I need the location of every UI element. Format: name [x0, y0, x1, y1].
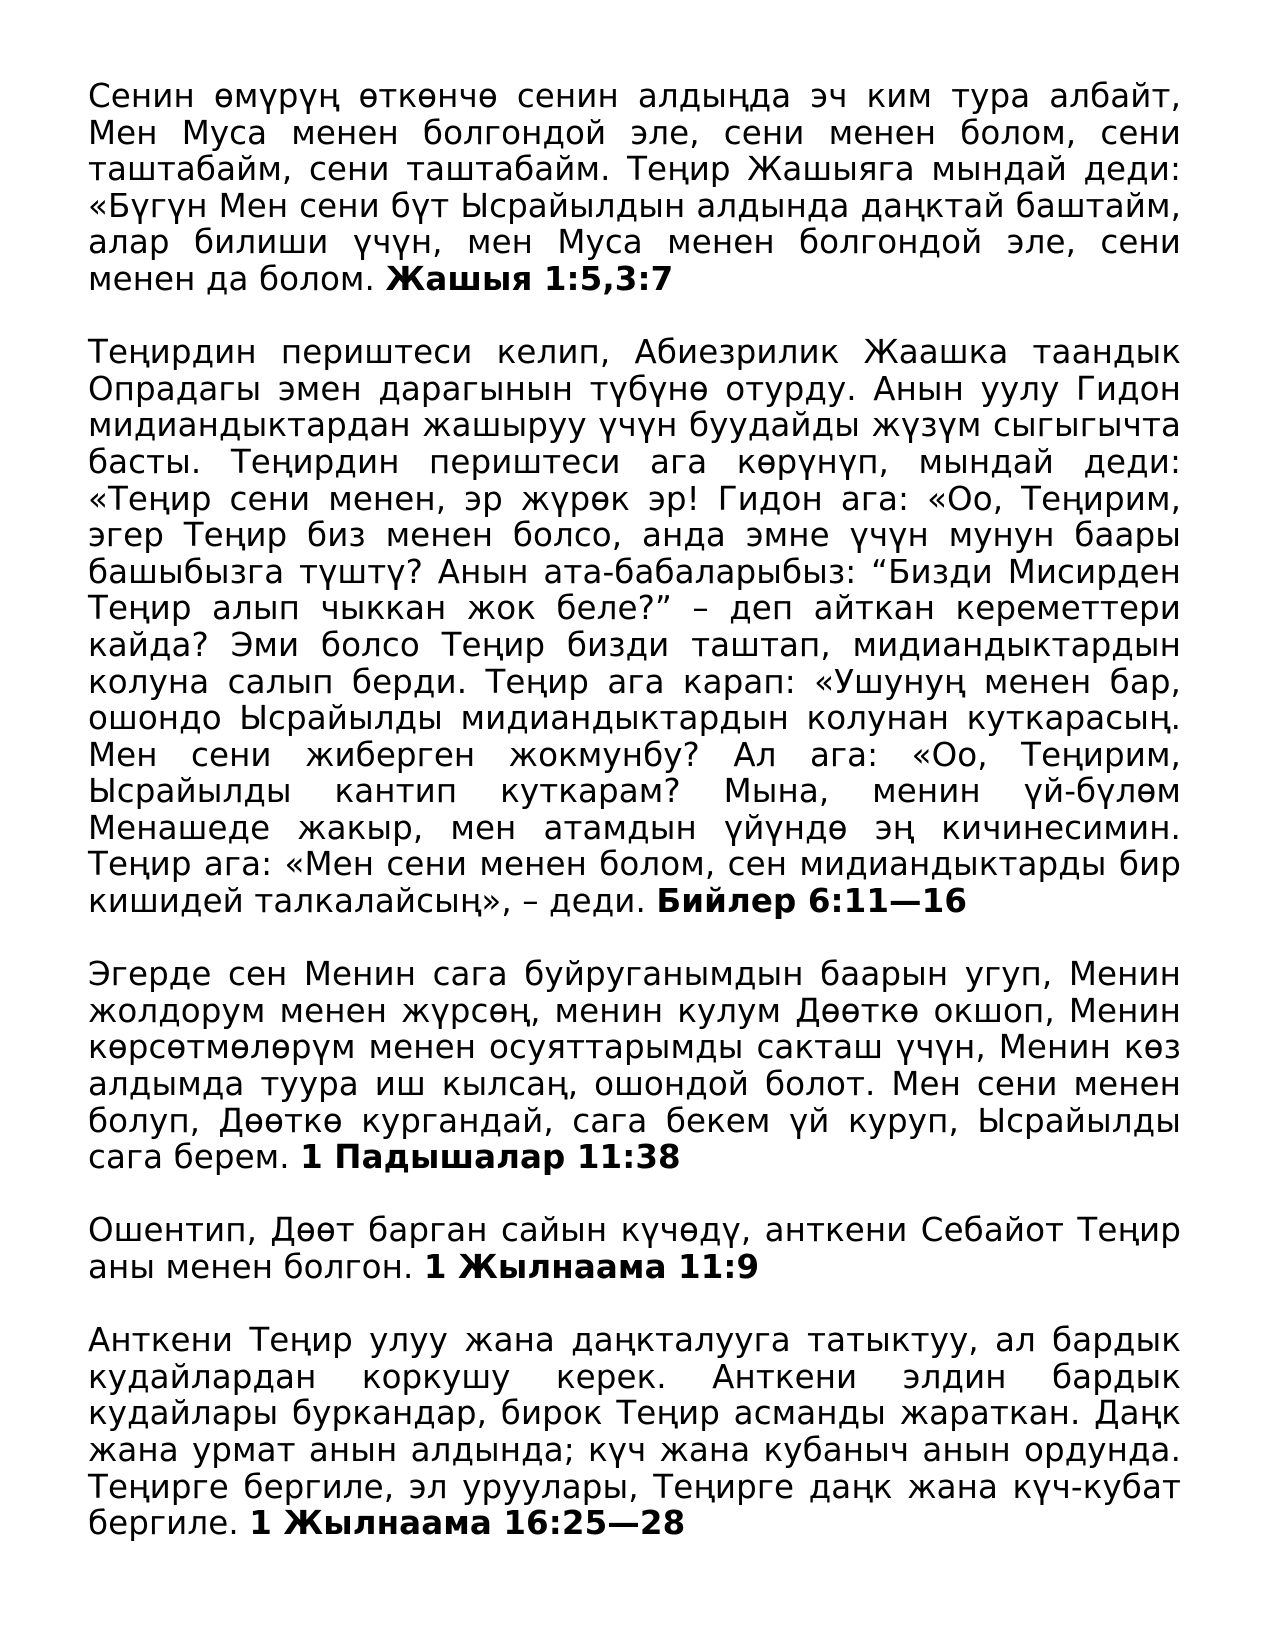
paragraph-text: Анткени Теңир улуу жана даңкталууга татыктуу, ал бардык кудайлардан коркушу керек. Анткени элдин бардык кудайлары буркандар, бирок Теңир асманды жараткан. Даңк жана урмат анын алдында; күч жана кубаныч анын ордунда. Теңирге бергиле, эл уруулары, Теңирге даңк жана күч-кубат бергиле.: [88, 1321, 1181, 1543]
scripture-reference: Жашыя 1:5,3:7: [385, 259, 674, 298]
paragraph-text: Эгерде сен Менин сага буйруганымдын баарын угуп, Менин жолдорум менен жүрсөң, менин кулум Дөөткө окшоп, Менин көрсөтмөлөрүм менен осуяттарымды сакташ үчүн, Менин көз алдымда туура иш кылсаң, ошондой болот. Мен сени менен болуп, Дөөткө кургандай, сага бекем үй куруп, Ысрайылды сага берем.: [88, 955, 1181, 1177]
paragraph-1: [88, 78, 1181, 298]
paragraph-4: [88, 1212, 1181, 1285]
scripture-reference: 1 Жылнаама 16:25—28: [249, 1504, 686, 1543]
paragraph-5: [88, 1322, 1181, 1542]
paragraph-text: Ошентип, Дөөт барган сайын күчөдү, анткени Себайот Теңир аны менен болгон.: [88, 1211, 1181, 1286]
scripture-reference: Бийлер 6:11—16: [656, 882, 968, 921]
paragraph-text: Теңирдин периштеси келип, Абиезрилик Жаашка таандык Опрадагы эмен дарагынын түбүнө отурду. Анын уулу Гидон мидиандыктардан жашыруу үчүн буудайды жүзүм сыгыгычта басты. Теңирдин периштеси ага көрүнүп, мындай деди: «Теңир сени менен, эр жүрөк эр! Гидон ага: «Оо, Теңирим, эгер Теңир биз менен болсо, анда эмне үчүн мунун баары башыбызга түштү? Анын ата-бабаларыбыз: “Бизди Мисирден Теңир алып чыккан жок беле?” – деп айткан кереметтери кайда? Эми болсо Теңир бизди таштап, мидиандыктардын колуна салып берди. Теңир ага карап: «Ушунуң менен бар, ошондо Ысрайылды мидиандыктардын колунан куткарасың. Мен сени жиберген жокмунбу? Ал ага: «Оо, Теңирим, Ысрайылды кантип куткарам? Мына, менин үй-бүлөм Менашеде жакыр, мен атамдын үйүндө эң кичинесимин. Теңир ага: «Мен сени менен болом, сен мидиандыктарды бир кишидей талкалайсың», – деди.: [88, 333, 1181, 921]
paragraph-3: [88, 956, 1181, 1176]
scripture-reference: 1 Падышалар 11:38: [300, 1138, 681, 1177]
scripture-reference: 1 Жылнаама 11:9: [423, 1248, 760, 1286]
document-page: [88, 78, 1181, 1578]
paragraph-text: Сенин өмүрүң өткөнчө сенин алдыңда эч ким тура албайт, Мен Муса менен болгондой эле, сени менен болом, сени таштабайм, сени таштабайм. Теңир Жашыяга мындай деди: «Бүгүн Мен сени бүт Ысрайылдын алдында даңктай баштайм, алар билиши үчүн, мен Муса менен болгондой эле, сени менен да болом.: [88, 77, 1181, 298]
paragraph-2: [88, 334, 1181, 920]
